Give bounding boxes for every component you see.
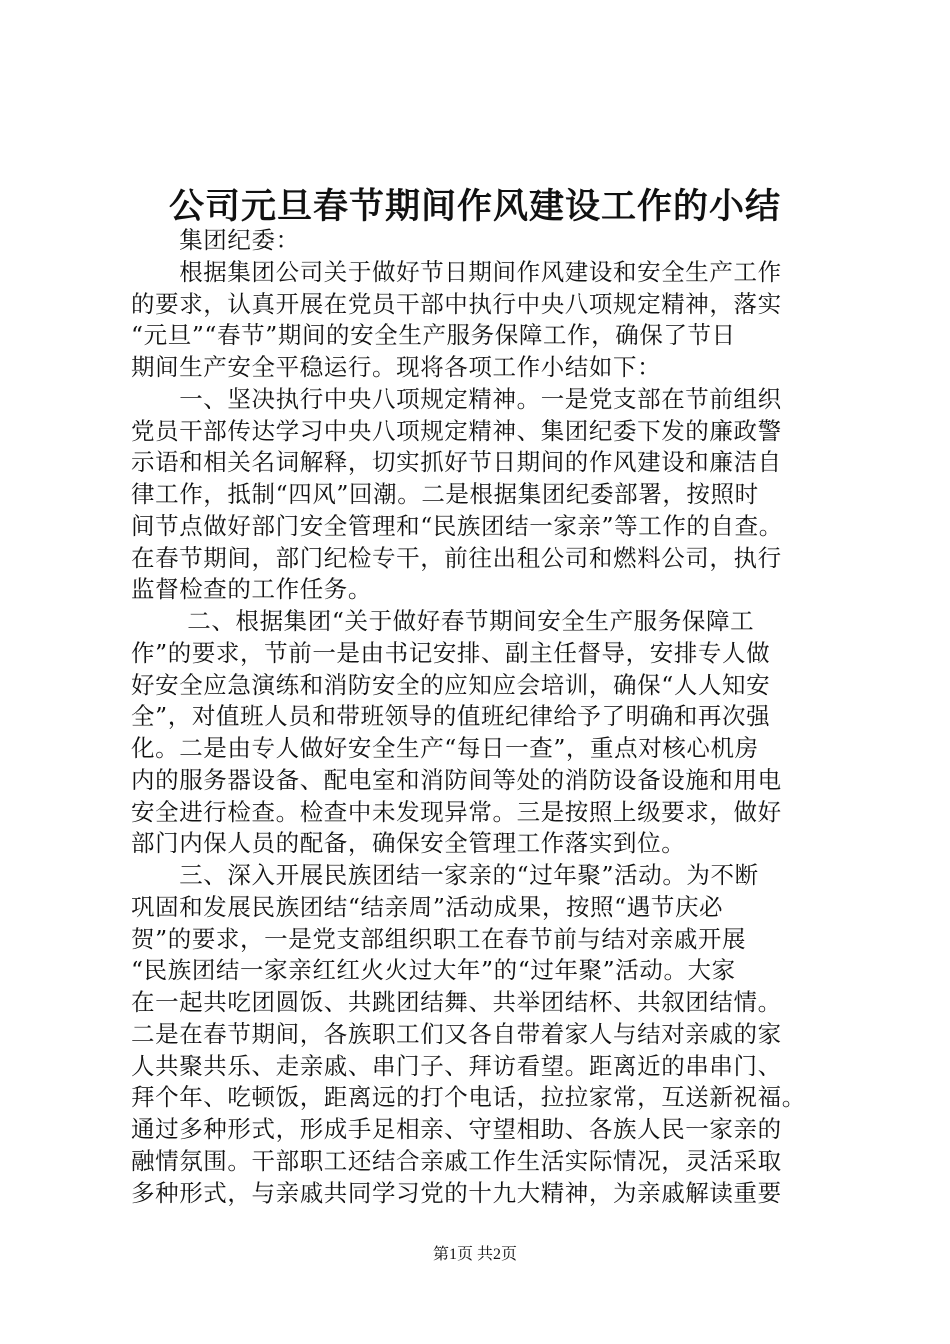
text-line: 巩固和发展民族团结“结亲周”活动成果，按照“遇节庆必 — [131, 892, 724, 921]
page-footer: 第1页 共2页 — [432, 1246, 517, 1263]
text-line: 二、根据集团“关于做好春节期间安全生产服务保障工 — [131, 607, 755, 635]
text-line: 融情氛围。干部职工还结合亲戚工作生活实际情况，灵活采取 — [131, 1146, 782, 1175]
text-line: 人共聚共乐、走亲戚、串门子、拜访看望。距离近的串串门、 — [131, 1051, 782, 1080]
document-title: 公司元旦春节期间作风建设工作的小结 — [168, 186, 781, 227]
text-line: “民族团结一家亲红红火火过大年”的“过年聚”活动。大家 — [131, 956, 736, 985]
document-body — [131, 225, 831, 1209]
text-line: 部门内保人员的配备，确保安全管理工作落实到位。 — [131, 829, 686, 858]
text-line: 全”，对值班人员和带班领导的值班纪律给予了明确和再次强 — [131, 702, 771, 731]
text-line: 律工作，抵制“四风”回潮。二是根据集团纪委部署，按照时 — [131, 480, 759, 508]
text-line: 内的服务器设备、配电室和消防间等处的消防设备设施和用电 — [131, 765, 782, 794]
text-line: 示语和相关名词解释，切实抓好节日期间的作风建设和廉洁自 — [131, 448, 782, 477]
text-line: 在一起共吃团圆饭、共跳团结舞、共举团结杯、共叙团结情。 — [131, 988, 782, 1016]
text-line: 间节点做好部门安全管理和“民族团结一家亲”等工作的自查。 — [131, 511, 783, 540]
text-line: 期间生产安全平稳运行。现将各项工作小结如下： — [131, 353, 662, 381]
text-line: “元旦”“春节”期间的安全生产服务保障工作，确保了节日 — [131, 321, 736, 350]
text-line: 作”的要求，节前一是由书记安排、副主任督导，安排专人做 — [131, 638, 771, 667]
text-line: 贺”的要求，一是党支部组织职工在春节前与结对亲戚开展 — [131, 924, 747, 953]
text-line: 多种形式，与亲戚共同学习党的十九大精神，为亲戚解读重要 — [131, 1178, 782, 1207]
text-line: 安全进行检查。检查中未发现异常。三是按照上级要求，做好 — [131, 797, 782, 826]
text-line: 好安全应急演练和消防安全的应知应会培训，确保“人人知安 — [131, 670, 771, 699]
text-line: 根据集团公司关于做好节日期间作风建设和安全生产工作 — [131, 257, 782, 286]
text-line: 三、深入开展民族团结一家亲的“过年聚”活动。为不断 — [131, 861, 759, 889]
text-line: 的要求，认真开展在党员干部中执行中央八项规定精神，落实 — [131, 289, 782, 318]
text-line: 监督检查的工作任务。 — [131, 575, 372, 604]
text-line: 通过多种形式，形成手足相亲、守望相助、各族人民一家亲的 — [131, 1115, 782, 1143]
text-line: 化。二是由专人做好安全生产“每日一查”，重点对核心机房 — [131, 734, 759, 762]
text-line: 集团纪委： — [131, 226, 300, 254]
text-line: 一、坚决执行中央八项规定精神。一是党支部在节前组织 — [131, 384, 782, 413]
text-line: 拜个年、吃顿饭，距离远的打个电话，拉拉家常，互送新祝福。 — [131, 1083, 806, 1112]
text-line: 二是在春节期间，各族职工们又各自带着家人与结对亲戚的家 — [131, 1019, 782, 1048]
text-line: 在春节期间，部门纪检专干，前往出租公司和燃料公司，执行 — [131, 543, 782, 572]
text-line: 党员干部传达学习中央八项规定精神、集团纪委下发的廉政警 — [131, 416, 782, 445]
